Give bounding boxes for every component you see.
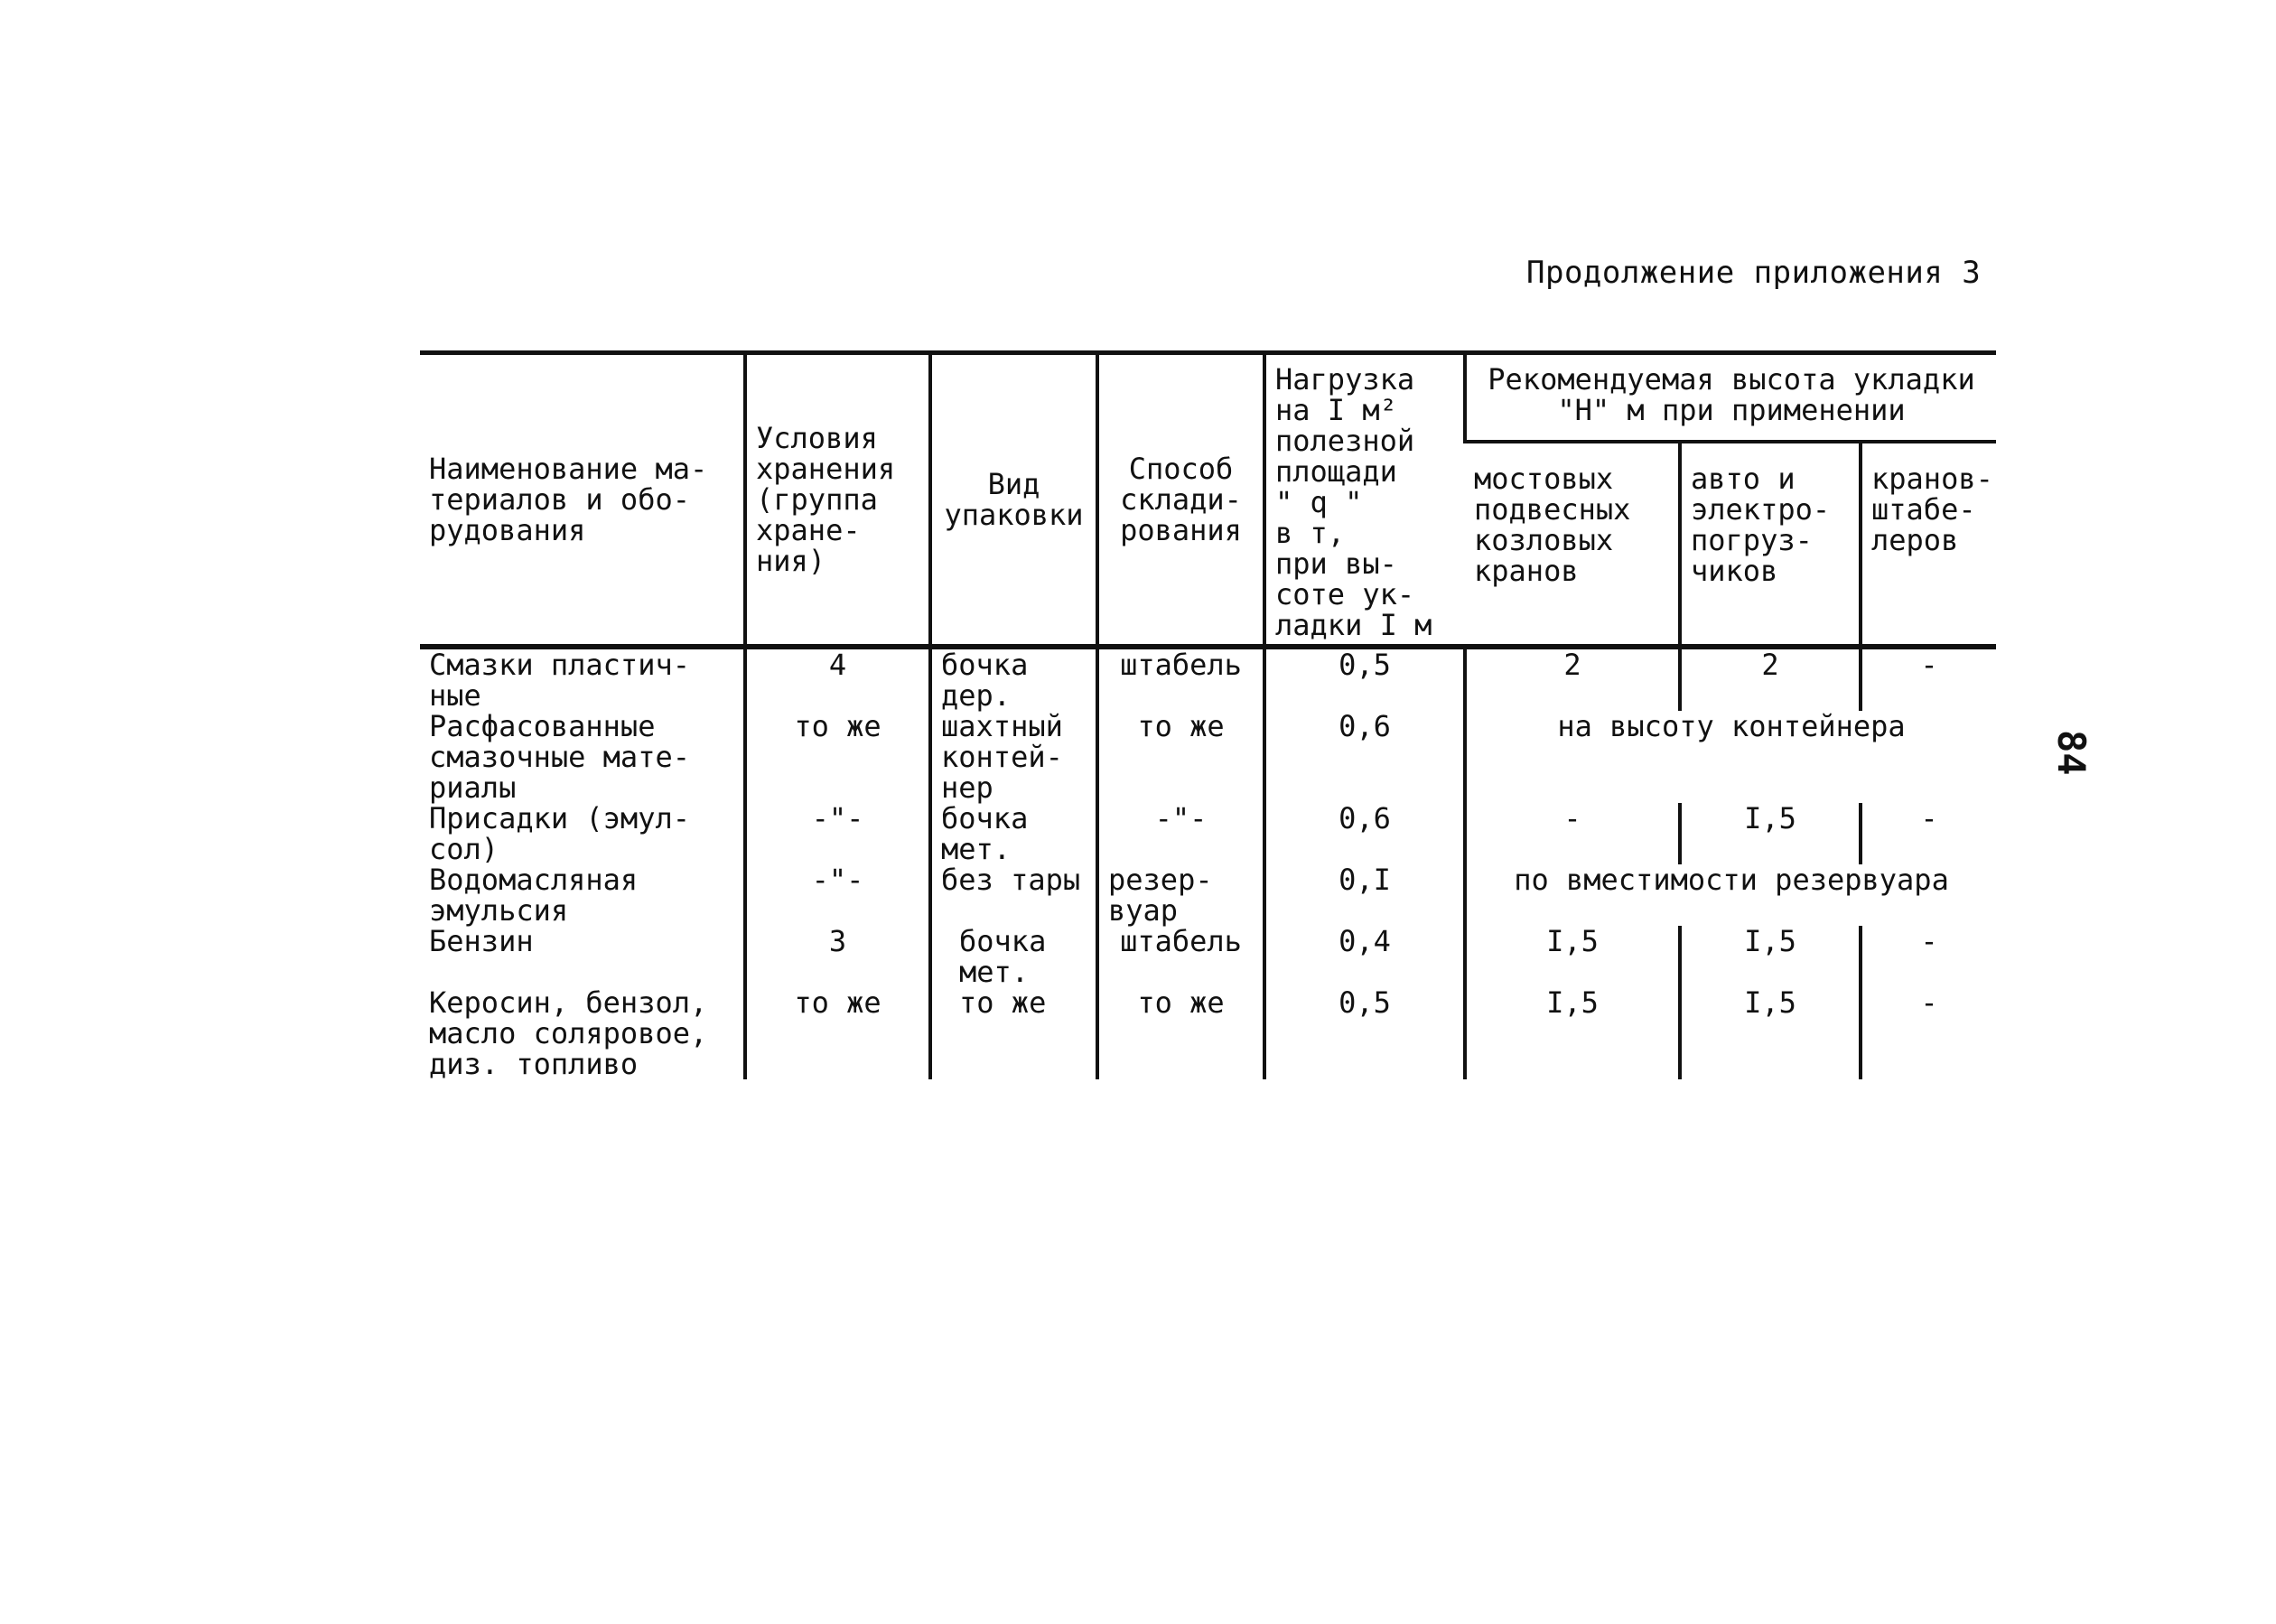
table-header <box>420 353 1996 648</box>
table-row <box>420 864 1996 926</box>
cell-load: 0,6 <box>1264 711 1465 803</box>
cell-stacker-height: - <box>1861 647 1996 711</box>
cell-stacker-height: - <box>1861 803 1996 864</box>
cell-conditions: то же <box>745 711 930 803</box>
table-row <box>420 803 1996 864</box>
cell-conditions: 4 <box>745 647 930 711</box>
cell-stacker-height: - <box>1861 987 1996 1079</box>
cell-method: -"- <box>1097 803 1264 864</box>
page-caption: Продолжение приложения 3 <box>1526 255 1982 291</box>
cell-packaging: то же <box>930 987 1097 1079</box>
header-bridge-cranes: мостовых подвесных козловых кранов <box>1465 442 1680 647</box>
cell-packaging: бочка мет. <box>930 926 1097 987</box>
cell-method: штабель <box>1097 926 1264 987</box>
cell-bridge-height: - <box>1465 803 1680 864</box>
cell-name: Водомасляная эмульсия <box>429 863 639 928</box>
header-forklifts: авто и электро- погруз- чиков <box>1680 442 1861 647</box>
cell-name: Расфасованные смазочные мате- риалы <box>429 709 690 805</box>
cell-load: 0,4 <box>1264 926 1465 987</box>
header-load: Нагрузка на I м² полезной площади " q " в т, при вы- соте ук- ладки I м <box>1264 353 1465 648</box>
header-conditions: Условия хранения (группа хране- ния) <box>745 353 930 648</box>
cell-conditions: 3 <box>745 926 930 987</box>
cell-name: Присадки (эмул- сол) <box>429 801 690 866</box>
table-row <box>420 647 1996 711</box>
cell-bridge-height: I,5 <box>1465 926 1680 987</box>
page-number: 84 <box>2049 730 2094 776</box>
table-body <box>420 647 1996 1079</box>
cell-forklift-height: 2 <box>1680 647 1861 711</box>
cell-bridge-height: I,5 <box>1465 987 1680 1079</box>
cell-conditions: -"- <box>745 864 930 926</box>
header-packaging: Вид упаковки <box>930 353 1097 648</box>
storage-table <box>420 350 1996 1079</box>
cell-method: штабель <box>1097 647 1264 711</box>
header-name: Наименование ма- териалов и обо- рудования <box>420 353 745 648</box>
cell-forklift-height: I,5 <box>1680 926 1861 987</box>
cell-packaging: бочка мет. <box>930 803 1097 864</box>
cell-forklift-height: I,5 <box>1680 987 1861 1079</box>
header-stacker-cranes: кранов- штабе- леров <box>1861 442 1996 647</box>
cell-method: резер- вуар <box>1097 864 1264 926</box>
cell-method: то же <box>1097 711 1264 803</box>
header-row <box>420 353 1996 443</box>
cell-load: 0,I <box>1264 864 1465 926</box>
cell-load: 0,5 <box>1264 987 1465 1079</box>
table-row <box>420 987 1996 1079</box>
cell-stacker-height: - <box>1861 926 1996 987</box>
header-method: Способ склади- рования <box>1097 353 1264 648</box>
cell-load: 0,6 <box>1264 803 1465 864</box>
cell-name: Смазки пластич- ные <box>429 648 690 713</box>
table-row <box>420 926 1996 987</box>
cell-name: Керосин, бензол, масло соляровое, диз. топливо <box>429 985 708 1081</box>
header-recommended-height: Рекомендуемая высота укладки "H" м при применении <box>1465 353 1996 443</box>
cell-conditions: -"- <box>745 803 930 864</box>
cell-forklift-height: I,5 <box>1680 803 1861 864</box>
cell-packaging: без тары <box>930 864 1097 926</box>
cell-conditions: то же <box>745 987 930 1079</box>
cell-bridge-height: 2 <box>1465 647 1680 711</box>
cell-method: то же <box>1097 987 1264 1079</box>
cell-load: 0,5 <box>1264 647 1465 711</box>
cell-packaging: шахтный контей- нер <box>930 711 1097 803</box>
cell-name: Бензин <box>429 924 534 958</box>
cell-packaging: бочка дер. <box>930 647 1097 711</box>
cell-merged-height: по вместимости резервуара <box>1465 864 1996 926</box>
table-row <box>420 711 1996 803</box>
cell-merged-height: на высоту контейнера <box>1465 711 1996 803</box>
